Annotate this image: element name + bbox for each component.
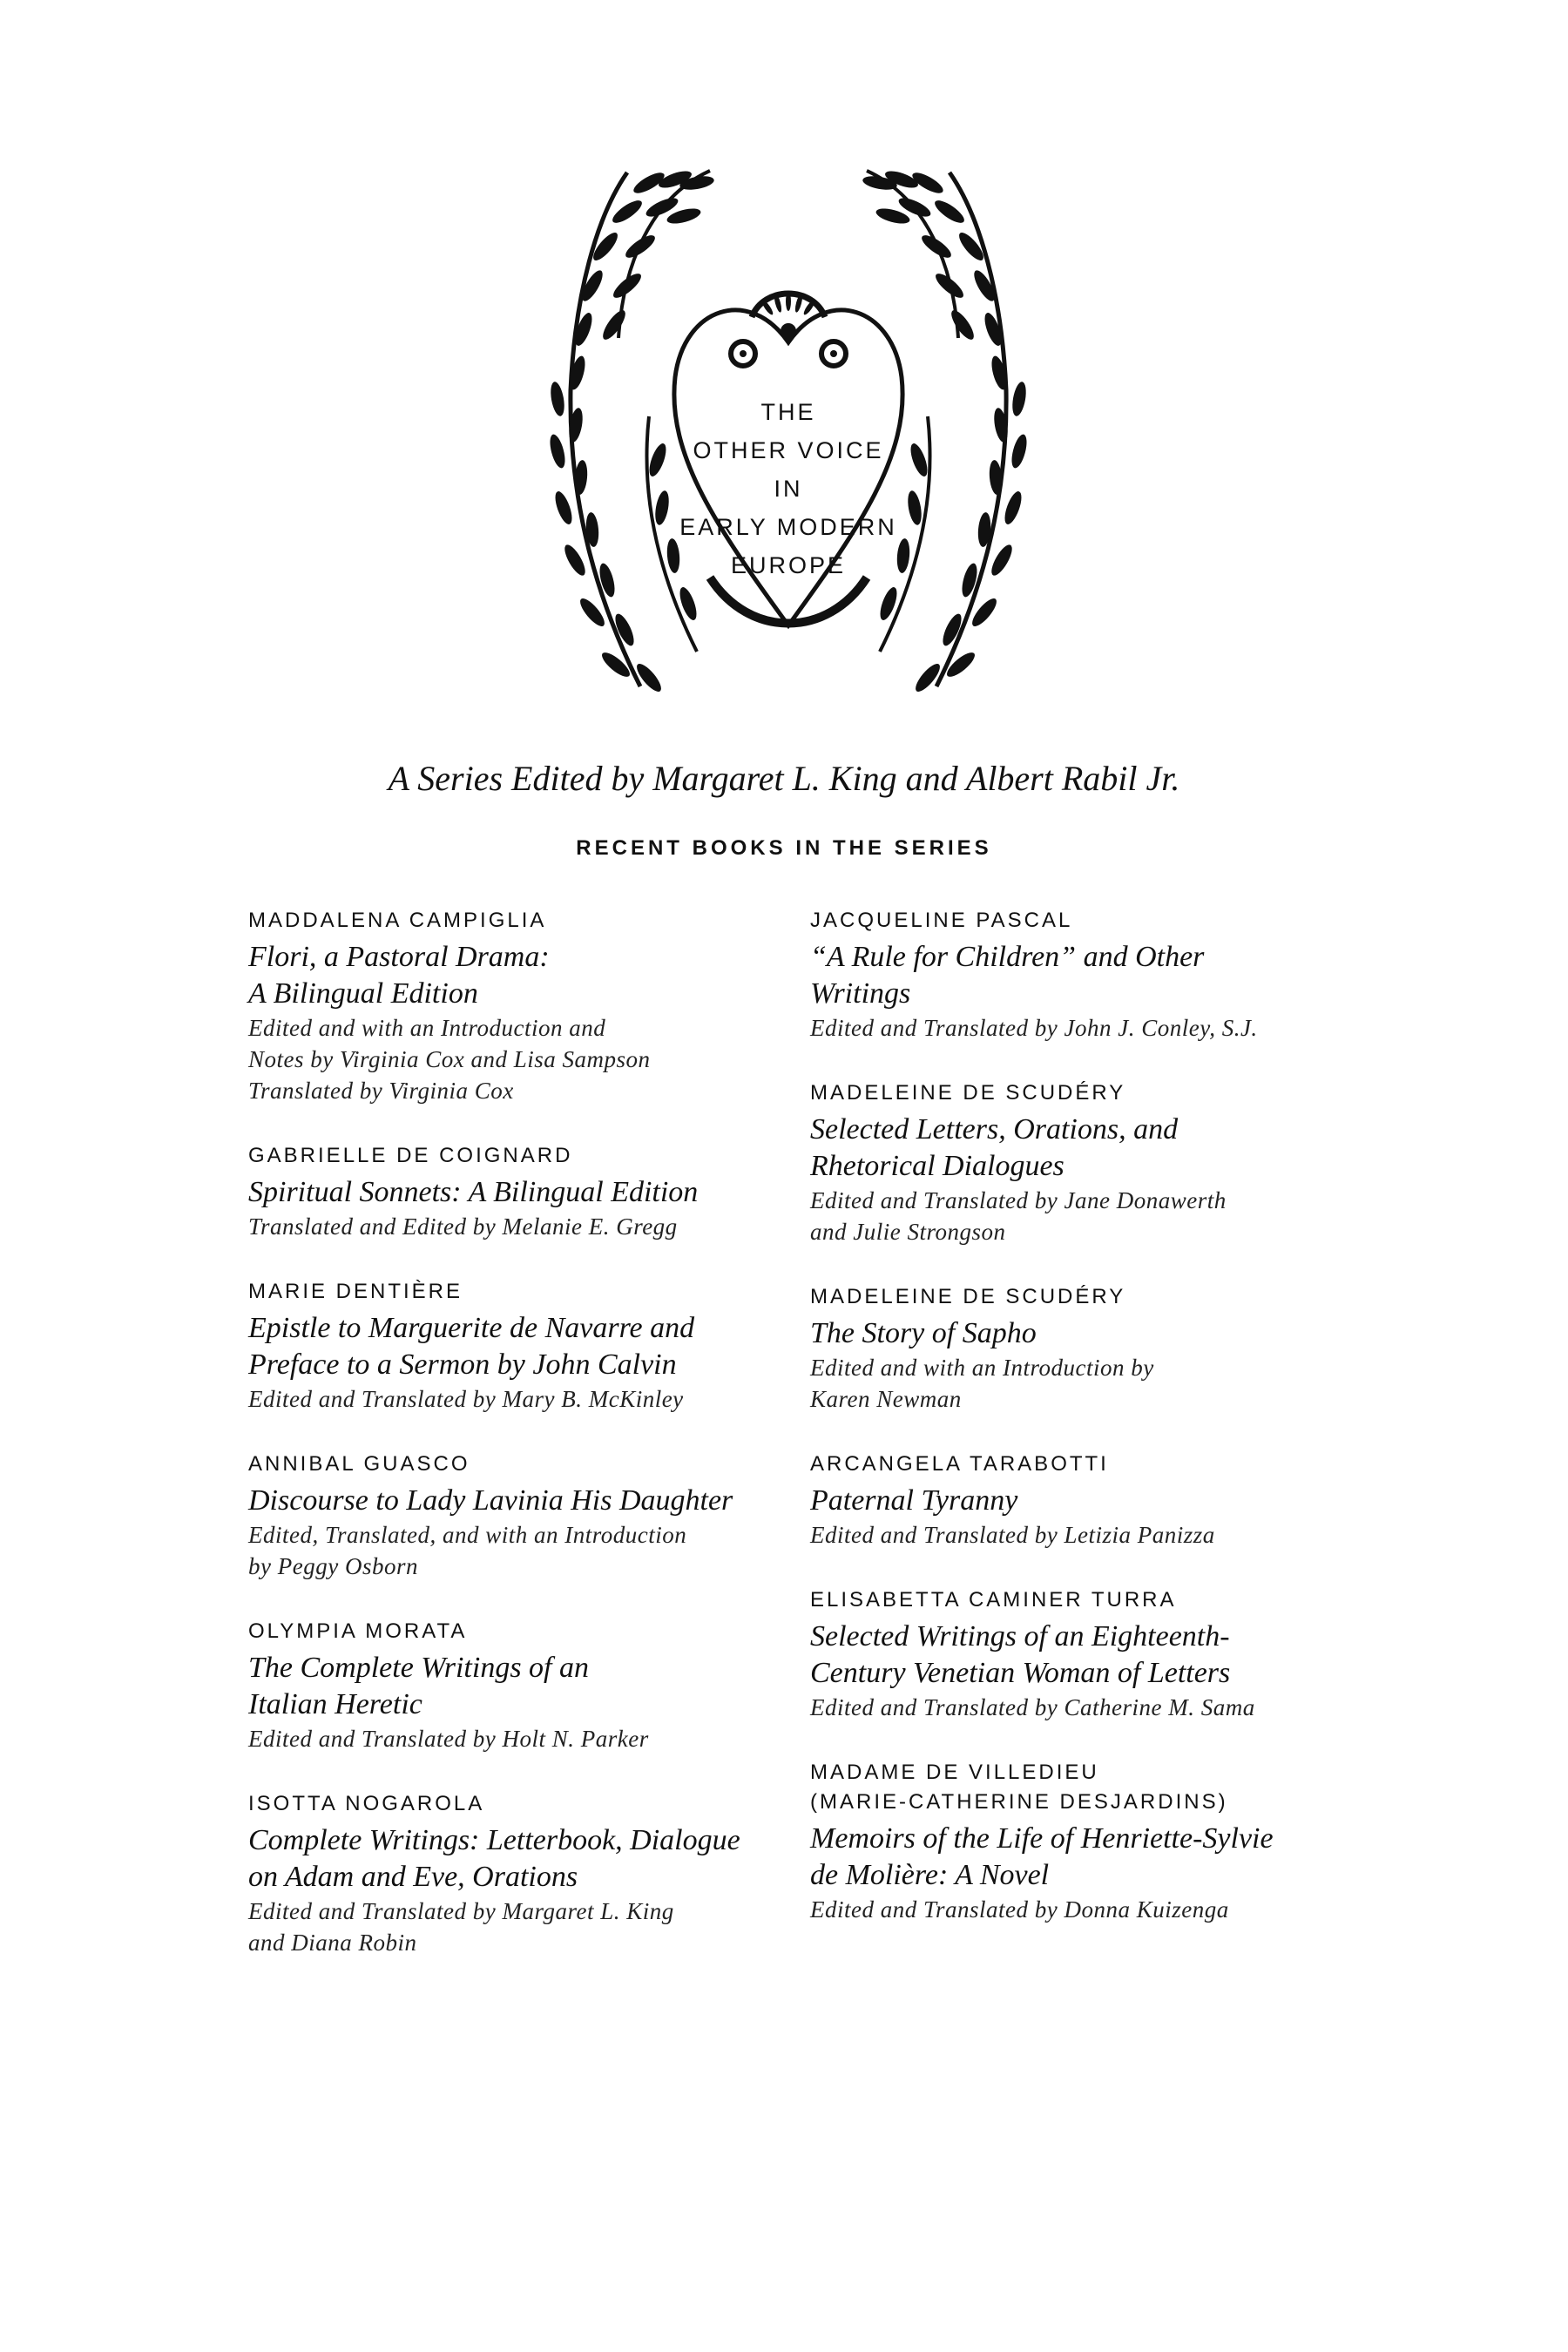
book-editor-line: Edited and with an Introduction by [810,1355,1154,1381]
recent-books-heading: RECENT BOOKS IN THE SERIES [576,836,992,860]
book-entry [248,906,823,1106]
book-title [810,1821,1368,1894]
book-title-line: A Bilingual Edition [248,977,478,1010]
book-editor [248,1723,823,1754]
book-title [810,1112,1368,1185]
book-entry [248,1617,823,1754]
book-title-line: de Molière: A Novel [810,1859,1050,1891]
book-entry [248,1450,823,1582]
book-editor [810,1894,1368,1925]
book-editor [810,1352,1368,1415]
book-editor-line: Edited and Translated by Jane Donawerth [810,1187,1227,1213]
book-editor-line: Edited, Translated, and with an Introduction [248,1522,687,1548]
book-author [810,1758,1368,1817]
book-title [248,1174,823,1211]
book-title-line: Paternal Tyranny [810,1484,1018,1517]
book-editor-line: Edited and with an Introduction and [248,1015,606,1041]
book-author-line: JACQUELINE PASCAL [810,909,1073,932]
book-editor-line: Edited and Translated by Margaret L. King [248,1898,674,1924]
book-entry [810,906,1368,1044]
book-author-line: ARCANGELA TARABOTTI [810,1452,1109,1476]
book-title-line: Discourse to Lady Lavinia His Daughter [248,1484,733,1517]
book-author [248,906,823,936]
book-editor [248,1383,823,1415]
book-author [248,1450,823,1479]
left-book-column [248,906,823,1993]
book-title [248,1483,823,1519]
series-emblem [544,164,1032,708]
book-author-line: OLYMPIA MORATA [248,1619,468,1643]
book-editor [810,1012,1368,1044]
book-editor [248,1896,823,1958]
book-title-line: Rhetorical Dialogues [810,1150,1064,1182]
book-author [810,906,1368,936]
book-editor-line: Translated by Virginia Cox [248,1078,514,1104]
book-title-line: Epistle to Marguerite de Navarre and [248,1312,695,1344]
book-author [248,1789,823,1819]
book-author-line: ANNIBAL GUASCO [248,1452,470,1476]
book-editor [248,1012,823,1106]
book-author-line: GABRIELLE DE COIGNARD [248,1144,573,1167]
book-title-line: The Story of Sapho [810,1317,1037,1349]
series-editors: A Series Edited by Margaret L. King and Albert Rabil Jr. [388,759,1180,798]
book-title [248,1650,823,1723]
book-editor-line: by Peggy Osborn [248,1553,418,1579]
emblem-title-line: EUROPE [730,552,847,578]
book-editor [248,1519,823,1582]
book-title-line: Memoirs of the Life of Henriette-Sylvie [810,1822,1274,1855]
book-author [248,1617,823,1646]
book-title-line: “A Rule for Children” and Other [810,941,1205,973]
book-author-line: MADAME DE VILLEDIEU [810,1761,1099,1784]
book-editor-line: Edited and Translated by John J. Conley, S.J. [810,1015,1258,1041]
book-entry [810,1078,1368,1247]
right-book-column [810,906,1368,1960]
book-title [810,1315,1368,1352]
book-title-line: Selected Writings of an Eighteenth- [810,1620,1230,1652]
book-editor-line: and Julie Strongson [810,1219,1006,1245]
book-entry [248,1789,823,1958]
book-author [810,1450,1368,1479]
book-title [810,939,1368,1012]
book-entry [810,1450,1368,1551]
book-editor-line: Edited and Translated by Mary B. McKinley [248,1386,684,1412]
book-entry [810,1758,1368,1925]
book-editor-line: Edited and Translated by Letizia Panizza [810,1522,1215,1548]
book-title [810,1483,1368,1519]
book-author-line: ELISABETTA CAMINER TURRA [810,1588,1177,1612]
book-author [810,1585,1368,1615]
book-title-line: Preface to a Sermon by John Calvin [248,1348,677,1381]
book-title-line: Italian Heretic [248,1688,422,1720]
book-title [248,1822,823,1896]
book-entry [248,1141,823,1242]
book-editor-line: Edited and Translated by Donna Kuizenga [810,1896,1229,1923]
book-title [248,939,823,1012]
book-editor [810,1692,1368,1723]
book-title-line: Spiritual Sonnets: A Bilingual Edition [248,1176,699,1208]
book-title-line: Century Venetian Woman of Letters [810,1657,1231,1689]
book-entry [248,1277,823,1415]
emblem-title-line: OTHER VOICE [693,437,884,463]
book-author-line: MADDALENA CAMPIGLIA [248,909,547,932]
book-editor-line: Karen Newman [810,1386,962,1412]
book-entry [810,1282,1368,1415]
book-editor-line: Edited and Translated by Catherine M. Sama [810,1694,1255,1720]
book-author-line: MADELEINE DE SCUDÉRY [810,1081,1126,1105]
book-title-line: Writings [810,977,911,1010]
book-author-line: (MARIE-CATHERINE DESJARDINS) [810,1790,1228,1814]
book-title [810,1619,1368,1692]
book-author-line: ISOTTA NOGAROLA [248,1792,485,1815]
book-editor [248,1211,823,1242]
book-author [248,1141,823,1171]
book-title-line: on Adam and Eve, Orations [248,1861,578,1893]
book-title-line: The Complete Writings of an [248,1652,589,1684]
book-author [810,1282,1368,1312]
book-author-line: MADELEINE DE SCUDÉRY [810,1285,1126,1308]
book-title-line: Flori, a Pastoral Drama: [248,941,550,973]
book-editor [810,1185,1368,1247]
emblem-title [544,393,1032,585]
book-title-line: Selected Letters, Orations, and [810,1113,1179,1146]
book-editor-line: Notes by Virginia Cox and Lisa Sampson [248,1046,651,1072]
book-entry [810,1585,1368,1723]
book-title [248,1310,823,1383]
book-author [810,1078,1368,1108]
book-editor-line: and Diana Robin [248,1930,417,1956]
emblem-title-line: EARLY MODERN [679,514,897,540]
book-author-line: MARIE DENTIÈRE [248,1280,463,1303]
book-editor-line: Edited and Translated by Holt N. Parker [248,1726,649,1752]
book-editor-line: Translated and Edited by Melanie E. Gregg [248,1213,678,1240]
book-author [248,1277,823,1307]
book-editor [810,1519,1368,1551]
book-title-line: Complete Writings: Letterbook, Dialogue [248,1824,740,1856]
emblem-title-line: IN [774,476,803,502]
emblem-title-line: THE [760,399,816,425]
